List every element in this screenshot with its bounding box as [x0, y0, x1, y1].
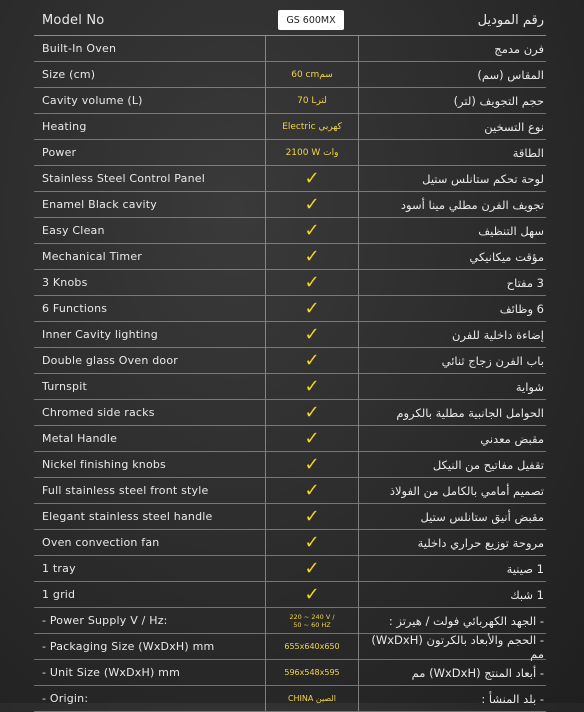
table-row [34, 556, 546, 582]
feature-value [265, 400, 359, 425]
check-icon: ✓ [304, 453, 320, 475]
spec-footer-row [34, 634, 546, 660]
spec-label-en: - Power Supply V / Hz: [42, 614, 168, 627]
feature-label-ar: 1 شبك [510, 587, 544, 602]
feature-value [265, 166, 359, 191]
check-icon: ✓ [304, 297, 320, 319]
check-icon: ✓ [304, 401, 320, 423]
feature-label-en: Mechanical Timer [42, 250, 143, 263]
check-icon: ✓ [304, 167, 320, 189]
feature-label-en: Inner Cavity lighting [42, 328, 158, 341]
check-icon: ✓ [304, 271, 320, 293]
feature-label-ar: 6 وظائف [499, 301, 544, 316]
feature-label-ar: مروحة توزيع حراري داخلية [417, 535, 544, 550]
feature-value [265, 452, 359, 477]
feature-label-ar: تصميم أمامي بالكامل من الفولاذ [389, 483, 544, 498]
footer-rows [34, 608, 546, 712]
feature-value [265, 36, 359, 61]
spec-label-ar: - أبعاد المنتج (WxDxH) مم [411, 665, 544, 680]
check-icon: ✓ [304, 375, 320, 397]
feature-label-ar: تجويف الفرن مطلي مينا أسود [400, 197, 544, 212]
feature-value [265, 478, 359, 503]
feature-label-ar: باب الفرن زجاج ثنائي [441, 353, 544, 368]
feature-label-ar: لوحة تحكم ستانلس ستيل [422, 171, 544, 186]
feature-value [265, 270, 359, 295]
feature-label-en: 1 grid [42, 588, 76, 601]
feature-label-en: Full stainless steel front style [42, 484, 209, 497]
table-row [34, 88, 546, 114]
feature-value [265, 530, 359, 555]
feature-value [265, 582, 359, 607]
table-row [34, 270, 546, 296]
feature-label-ar: فرن مدمج [494, 41, 544, 56]
feature-value [265, 218, 359, 243]
table-row [34, 322, 546, 348]
table-row [34, 166, 546, 192]
model-no-label-ar: رقم الموديل [477, 12, 544, 28]
table-row [34, 62, 546, 88]
feature-label-en: Enamel Black cavity [42, 198, 157, 211]
table-row [34, 140, 546, 166]
model-no-label: Model No [42, 12, 105, 28]
feature-value: 60 cmسم [265, 62, 359, 87]
check-icon: ✓ [304, 583, 320, 605]
feature-label-en: 3 Knobs [42, 276, 88, 289]
check-icon: ✓ [304, 531, 320, 553]
spec-footer-row [34, 686, 546, 712]
table-row [34, 192, 546, 218]
feature-label-en: Elegant stainless steel handle [42, 510, 213, 523]
check-icon: ✓ [304, 427, 320, 449]
check-icon: ✓ [304, 349, 320, 371]
feature-label-ar: مؤقت ميكانيكي [469, 249, 544, 264]
spec-label-en: - Origin: [42, 692, 89, 705]
feature-value [265, 504, 359, 529]
feature-label-en: Cavity volume (L) [42, 94, 143, 107]
feature-label-en: Turnspit [42, 380, 88, 393]
feature-value [265, 374, 359, 399]
feature-label-en: Chromed side racks [42, 406, 155, 419]
feature-label-en: 6 Functions [42, 302, 108, 315]
spec-value [265, 634, 359, 659]
feature-value [265, 296, 359, 321]
feature-label-ar: سهل التنظيف [478, 223, 544, 238]
spec-footer-row [34, 608, 546, 634]
feature-label-en: Oven convection fan [42, 536, 160, 549]
feature-value [265, 244, 359, 269]
feature-label-en: 1 tray [42, 562, 76, 575]
feature-label-ar: نوع التسخين [484, 119, 544, 134]
table-row [34, 348, 546, 374]
feature-label-ar: الطاقة [512, 145, 544, 160]
feature-value [265, 348, 359, 373]
spec-value-line-1: 596x548x595 [284, 668, 340, 677]
spec-label-ar: - الحجم والأبعاد بالكرتون (WxDxH) مم [371, 632, 544, 661]
spec-label-ar: - بلد المنشأ : [481, 691, 544, 706]
spec-label-ar: - الجهد الكهربائي فولت / هيرتز : [388, 613, 544, 628]
feature-value: Electric كهربي [265, 114, 359, 139]
table-row [34, 582, 546, 608]
feature-label-en: Power [42, 146, 77, 159]
table-header [34, 5, 546, 36]
feature-label-ar: حجم التجويف (لتر) [453, 93, 544, 108]
spec-rows [34, 36, 546, 608]
spec-label-en: - Packaging Size (WxDxH) mm [42, 640, 215, 653]
feature-label-en: Nickel finishing knobs [42, 458, 166, 471]
feature-label-ar: مقبض معدني [480, 431, 544, 446]
feature-label-ar: 1 صينية [506, 561, 544, 576]
feature-label-ar: المقاس (سم) [477, 67, 544, 82]
spec-table [34, 5, 546, 712]
feature-value [265, 192, 359, 217]
spec-value-line-2: 50 ~ 60 HZ [293, 620, 331, 629]
feature-label-en: Built-In Oven [42, 42, 117, 55]
table-row [34, 374, 546, 400]
spec-footer-row [34, 660, 546, 686]
feature-value [265, 322, 359, 347]
feature-label-en: Double glass Oven door [42, 354, 178, 367]
check-icon: ✓ [304, 245, 320, 267]
table-row [34, 504, 546, 530]
check-icon: ✓ [304, 219, 320, 241]
table-row [34, 296, 546, 322]
table-row [34, 530, 546, 556]
table-row [34, 400, 546, 426]
feature-label-en: Stainless Steel Control Panel [42, 172, 205, 185]
check-icon: ✓ [304, 557, 320, 579]
table-row [34, 218, 546, 244]
model-cell [265, 5, 357, 35]
spec-value-line-1: 220 ~ 240 V / [289, 612, 335, 621]
feature-label-ar: مقبض أنيق ستانلس ستيل [420, 509, 544, 524]
table-row [34, 36, 546, 62]
spec-value-line-1: CHINA الصين [287, 694, 337, 703]
model-value: GS 600MX [278, 10, 344, 30]
check-icon: ✓ [304, 193, 320, 215]
check-icon: ✓ [304, 323, 320, 345]
spec-value-line-1: 655x640x650 [284, 642, 340, 651]
check-icon: ✓ [304, 505, 320, 527]
feature-label-ar: تقفيل مفاتيح من النيكل [432, 457, 544, 472]
feature-value [265, 556, 359, 581]
spec-label-en: - Unit Size (WxDxH) mm [42, 666, 180, 679]
feature-label-ar: الحوامل الجانبية مطلية بالكروم [396, 405, 544, 420]
table-row [34, 244, 546, 270]
table-row [34, 426, 546, 452]
feature-label-ar: إضاءة داخلية للفرن [452, 327, 544, 342]
feature-value: 70 Lلتر [265, 88, 359, 113]
spec-value [265, 686, 359, 711]
feature-label-ar: 3 مفتاح [506, 275, 544, 290]
feature-value [265, 426, 359, 451]
spec-value [265, 608, 359, 633]
table-row [34, 452, 546, 478]
feature-label-en: Size (cm) [42, 68, 96, 81]
feature-value: 2100 W وات [265, 140, 359, 165]
spec-value [265, 660, 359, 685]
table-row [34, 478, 546, 504]
check-icon: ✓ [304, 479, 320, 501]
feature-label-en: Easy Clean [42, 224, 105, 237]
feature-label-en: Heating [42, 120, 87, 133]
feature-label-ar: شواية [515, 379, 544, 394]
feature-label-en: Metal Handle [42, 432, 118, 445]
table-row [34, 114, 546, 140]
